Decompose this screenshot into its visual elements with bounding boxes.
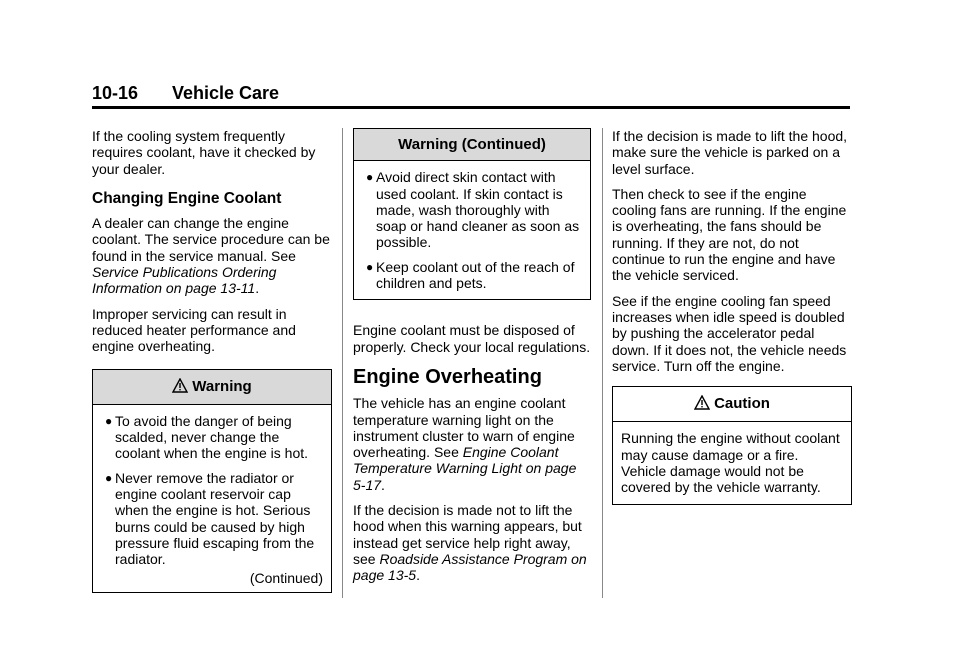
warning-title: Warning <box>192 377 252 395</box>
continued-label: (Continued) <box>249 569 323 586</box>
warning-header <box>93 370 331 405</box>
column-divider <box>342 128 343 598</box>
column-1 <box>92 128 332 593</box>
paragraph: If the decision is made to lift the hood, make sure the vehicle is parked on a level surface. <box>612 128 848 177</box>
page-number: 10-16 <box>92 83 139 103</box>
warning-continued-header: Warning (Continued) <box>354 129 590 161</box>
section-title: Vehicle Care <box>172 83 280 103</box>
cross-reference-link[interactable]: Engine Coolant Temperature Warning Light on page 5-17 <box>353 444 577 493</box>
paragraph: Improper servicing can result in reduced heater performance and engine overheating. <box>92 305 296 355</box>
warning-bullet: ● Avoid direct skin contact with used coolant. If skin contact is made, wash thoroughly with soap or hand cleaner as soon as possible. <box>366 169 580 251</box>
bullet-icon: ● <box>105 413 113 428</box>
warning-body <box>93 405 331 592</box>
warning-bullet: ● Never remove the radiator or engine coolant reservoir cap when the engine is hot. Serious burns could be caused by high pressure fluid escaping from the radiator. <box>105 469 315 568</box>
cross-reference-link[interactable]: Roadside Assistance Program on page 13-5 <box>353 550 587 584</box>
paragraph: If the cooling system frequently requires coolant, have it checked by your dealer. <box>92 128 316 177</box>
column-2 <box>353 128 591 593</box>
warning-continued-box <box>353 128 591 300</box>
column-divider <box>602 128 603 598</box>
heading-engine-overheating: Engine Overheating <box>353 365 542 388</box>
paragraph: The vehicle has an engine coolant temperature warning light on the instrument cluster to warn of engine overheating. See Engine Coolant Temperature Warning Light on page 5-17. <box>353 395 577 493</box>
caution-title: Caution <box>714 395 770 413</box>
caution-body <box>613 422 851 503</box>
bullet-icon: ● <box>366 170 374 185</box>
caution-header <box>613 387 851 422</box>
warning-triangle-icon <box>172 378 188 397</box>
warning-box <box>92 369 332 593</box>
caution-text: Running the engine without coolant may cause damage or a fire. Vehicle damage would not be covered by the vehicle warranty. <box>621 430 840 496</box>
warning-triangle-icon <box>694 395 710 414</box>
caution-box <box>612 386 852 504</box>
warning-bullet: ● Keep coolant out of the reach of children and pets. <box>366 258 575 292</box>
heading-changing-engine-coolant: Changing Engine Coolant <box>92 189 282 207</box>
paragraph: If the decision is made not to lift the hood when this warning appears, but instead get service help right away, see Roadside Assistance Program on page 13-5. <box>353 502 587 584</box>
warning-continued-body <box>354 161 590 299</box>
paragraph: Engine coolant must be disposed of properly. Check your local regulations. <box>353 322 591 355</box>
paragraph: See if the engine cooling fan speed increases when idle speed is doubled by pushing the accelerator pedal down. If it does not, the vehicle needs service. Turn off the engine. <box>612 292 847 374</box>
column-3 <box>612 128 852 505</box>
paragraph: Then check to see if the engine cooling fans are running. If the engine is overheating, the fans should be running. If they are not, do not continue to run the engine and have the vehicle serviced. <box>612 185 847 284</box>
bullet-icon: ● <box>366 259 374 274</box>
cross-reference-link[interactable]: Service Publications Ordering Information on page 13-11 <box>92 264 277 297</box>
bullet-icon: ● <box>105 470 113 485</box>
page-header <box>92 83 850 109</box>
warning-bullet: ● To avoid the danger of being scalded, never change the coolant when the engine is hot. <box>105 412 309 462</box>
paragraph: A dealer can change the engine coolant. The service procedure can be found in the service manual. See Service Publications Ordering Information on page 13-11. <box>92 215 330 297</box>
